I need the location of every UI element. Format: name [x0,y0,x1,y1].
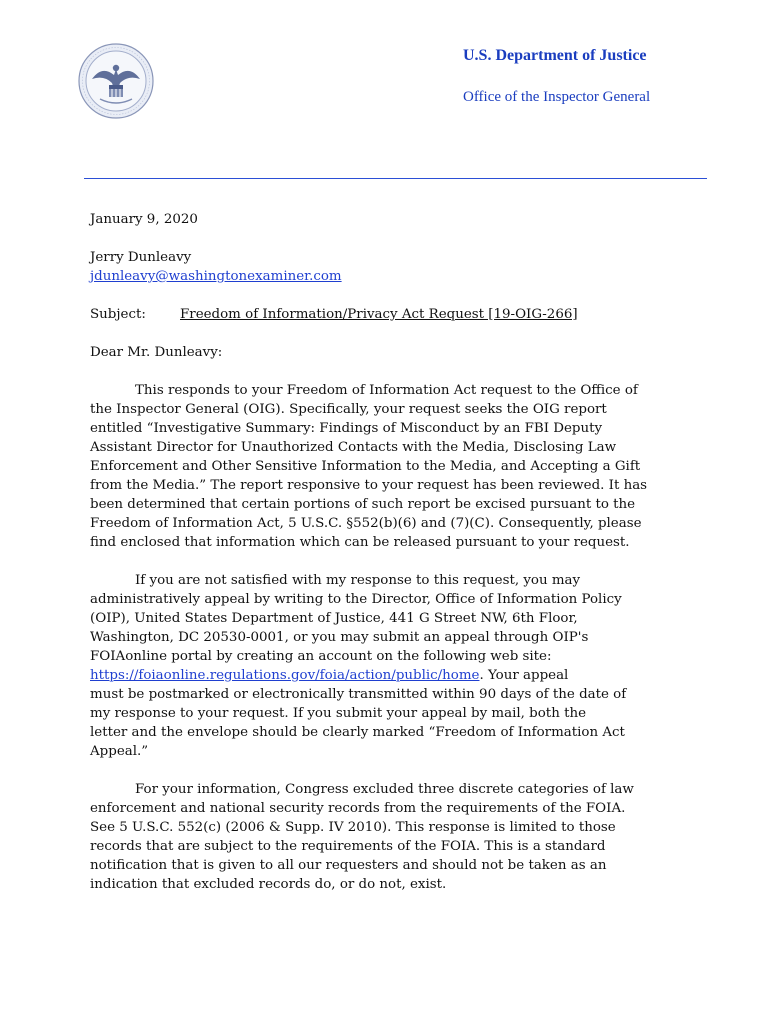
paragraph-line: This responds to your Freedom of Information Act request to the Office of [135,383,638,398]
paragraph-1 [90,381,710,552]
paragraph-line-tail: . Your appeal [479,668,569,683]
subject-line [90,305,710,324]
recipient-name: Jerry Dunleavy [90,250,192,265]
paragraph-line: indication that excluded records do, or do not, exist. [90,877,447,892]
appeal-link-line [90,666,710,685]
recipient-email-line [90,267,710,286]
letter-date: January 9, 2020 [90,212,198,227]
paragraph-line: records that are subject to the requirements of the FOIA. This is a standard [90,839,606,854]
paragraph-line: See 5 U.S.C. 552(c) (2006 & Supp. IV 2010). This response is limited to those [90,820,616,835]
paragraph-line: must be postmarked or electronically transmitted within 90 days of the date of [90,687,627,702]
paragraph-line: from the Media.” The report responsive to your request has been reviewed. It has [90,478,648,493]
paragraph-3 [90,780,710,894]
department-name: U.S. Department of Justice [463,47,647,64]
letterhead-divider [84,178,707,179]
paragraph-line: letter and the envelope should be clearly marked “Freedom of Information Act [90,725,625,740]
paragraph-line: Assistant Director for Unauthorized Contacts with the Media, Disclosing Law [90,440,617,455]
paragraph-line: Washington, DC 20530-0001, or you may submit an appeal through OIP's [90,630,589,645]
doj-seal-icon [78,43,154,119]
letterhead [463,46,650,107]
salutation: Dear Mr. Dunleavy: [90,345,223,360]
paragraph-line: (OIP), United States Department of Justice, 441 G Street NW, 6th Floor, [90,611,578,626]
paragraph-line: Enforcement and Other Sensitive Information to the Media, and Accepting a Gift [90,459,641,474]
paragraph-line: notification that is given to all our requesters and should not be taken as an [90,858,607,873]
paragraph-line: FOIAonline portal by creating an account on the following web site: [90,649,552,664]
paragraph-line: been determined that certain portions of such report be excised pursuant to the [90,497,636,512]
paragraph-line: the Inspector General (OIG). Specifically, your request seeks the OIG report [90,402,607,417]
paragraph-line: Appeal.” [90,744,149,759]
paragraph-line: my response to your request. If you submit your appeal by mail, both the [90,706,587,721]
letter-body [90,210,710,894]
office-name: Office of the Inspector General [463,89,651,105]
paragraph-2 [90,571,710,761]
recipient-email-link[interactable]: jdunleavy@washingtonexaminer.com [90,269,342,284]
subject-value: Freedom of Information/Privacy Act Request [19-OIG-266] [180,307,578,322]
paragraph-line: find enclosed that information which can be released pursuant to your request. [90,535,630,550]
paragraph-line: If you are not satisfied with my response to this request, you may [135,573,581,588]
foiaonline-link[interactable]: https://foiaonline.regulations.gov/foia/action/public/home [90,668,480,683]
paragraph-line: administratively appeal by writing to the Director, Office of Information Policy [90,592,622,607]
paragraph-line: Freedom of Information Act, 5 U.S.C. §552(b)(6) and (7)(C). Consequently, please [90,516,642,531]
subject-label: Subject: [90,307,146,322]
paragraph-line: For your information, Congress excluded three discrete categories of law [135,782,634,797]
paragraph-line: enforcement and national security records from the requirements of the FOIA. [90,801,626,816]
paragraph-line: entitled “Investigative Summary: Findings of Misconduct by an FBI Deputy [90,421,603,436]
